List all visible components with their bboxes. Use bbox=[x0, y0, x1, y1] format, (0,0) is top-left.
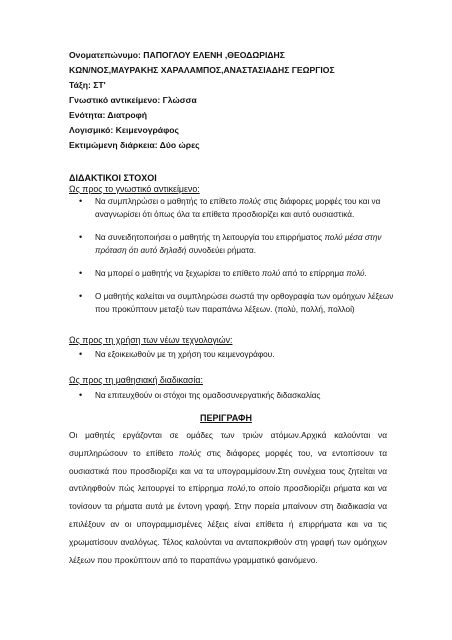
header-block bbox=[69, 48, 409, 153]
cognitive-heading: Ως προς το γνωστικό αντικείμενο: bbox=[69, 184, 200, 194]
list-item: • Να επιτευχθούν οι στόχοι της ομαδοσυνεργατικής διδασκαλίας bbox=[69, 389, 399, 402]
duration-line: Εκτιμώμενη διάρκεια: Δύο ώρες bbox=[69, 140, 200, 150]
list-item: • Να συμπληρώσει ο μαθητής το επίθετο πολύς στις διάφορες μορφές του και να αναγνωρίσει ότι όπως όλα τα επίθετα προσδιορίζει και αυτό ουσιαστικά. bbox=[69, 195, 399, 221]
description-title: ΠΕΡΙΓΡΑΦΗ bbox=[200, 413, 252, 423]
list-item: • Ο μαθητής καλείται να συμπληρώσει σωστά την ορθογραφία των ομόηχων λέξεων που προκύπτουν μεταξύ των παραπάνω λέξεων. (πολύ, πολλή, πολλοί) bbox=[69, 290, 399, 316]
description-paragraph: Οι μαθητές εργάζονται σε ομάδες των τριών ατόμων.Αρχικά καλούνται να συμπληρώσουν το επίθετο πολύς στις διάφορες μορφές του, να εντοπίσουν τα ουσιαστικά που προσδιορίζει και να τα υπογραμμίσουν.Στη συνέχεια τους ζητείται να αντιληφθούν πώς λειτουργεί το επίρρημα πολύ,το οποίο προσδιορίζει ρήματα και να τονίσουν τα ρήματα αυτά με έντονη γραφή. Στην πορεία μπαίνουν στη διαδικασία να επιλέξουν αν οι υπογραμμισμένες λέξεις είναι επίθετα ή επιρρήματα και να τις χρωματίσουν αναλόγως. Τέλος καλούνται να ανταποκριθούν στη γραφή των ομόηχων λέξεων που προκύπτουν από το παραπάνω γραμματικό φαινόμενο. bbox=[69, 430, 387, 565]
cognitive-goals-list bbox=[69, 195, 399, 326]
author-names-line1: Ονοματεπώνυμο: ΠΑΠΟΓΛΟΥ ΕΛΕΝΗ ,ΘΕΟΔΩΡΙΔΗΣ bbox=[69, 50, 285, 60]
software-line: Λογισμικό: Κειμενογράφος bbox=[69, 125, 179, 135]
tech-heading: Ως προς τη χρήση των νέων τεχνολογιών: bbox=[69, 335, 233, 345]
list-item: • Να μπορεί ο μαθητής να ξεχωρίσει το επίθετο πολύ από το επίρρημα πολύ. bbox=[69, 267, 399, 280]
author-names-line2: ΚΩΝ/ΝΟΣ,ΜΑΥΡΑΚΗΣ ΧΑΡΑΛΑΜΠΟΣ,ΑΝΑΣΤΑΣΙΑΔΗΣ ΓΕΩΡΓΙΟΣ bbox=[69, 65, 335, 75]
subject-line: Γνωστικό αντικείμενο: Γλώσσα bbox=[69, 95, 197, 105]
goals-title: ΔΙΔΑΚΤΙΚΟΙ ΣΤΟΧΟΙ bbox=[69, 173, 157, 183]
learning-heading: Ως προς τη μαθησιακή διαδικασία: bbox=[69, 375, 203, 385]
class-line: Τάξη: ΣΤ' bbox=[69, 80, 106, 90]
tech-goals-list bbox=[69, 348, 399, 361]
learning-goals-list bbox=[69, 389, 399, 402]
list-item: • Να συνειδητοποιήσει ο μαθητής τη λειτουργία του επιρρήματος πολύ μέσα στην πρόταση ότι αυτό δηλαδή συνοδεύει ρήματα. bbox=[69, 231, 399, 257]
list-item: • Να εξοικειωθούν με τη χρήση του κειμενογράφου. bbox=[69, 348, 399, 361]
unit-line: Ενότητα: Διατροφή bbox=[69, 110, 148, 120]
